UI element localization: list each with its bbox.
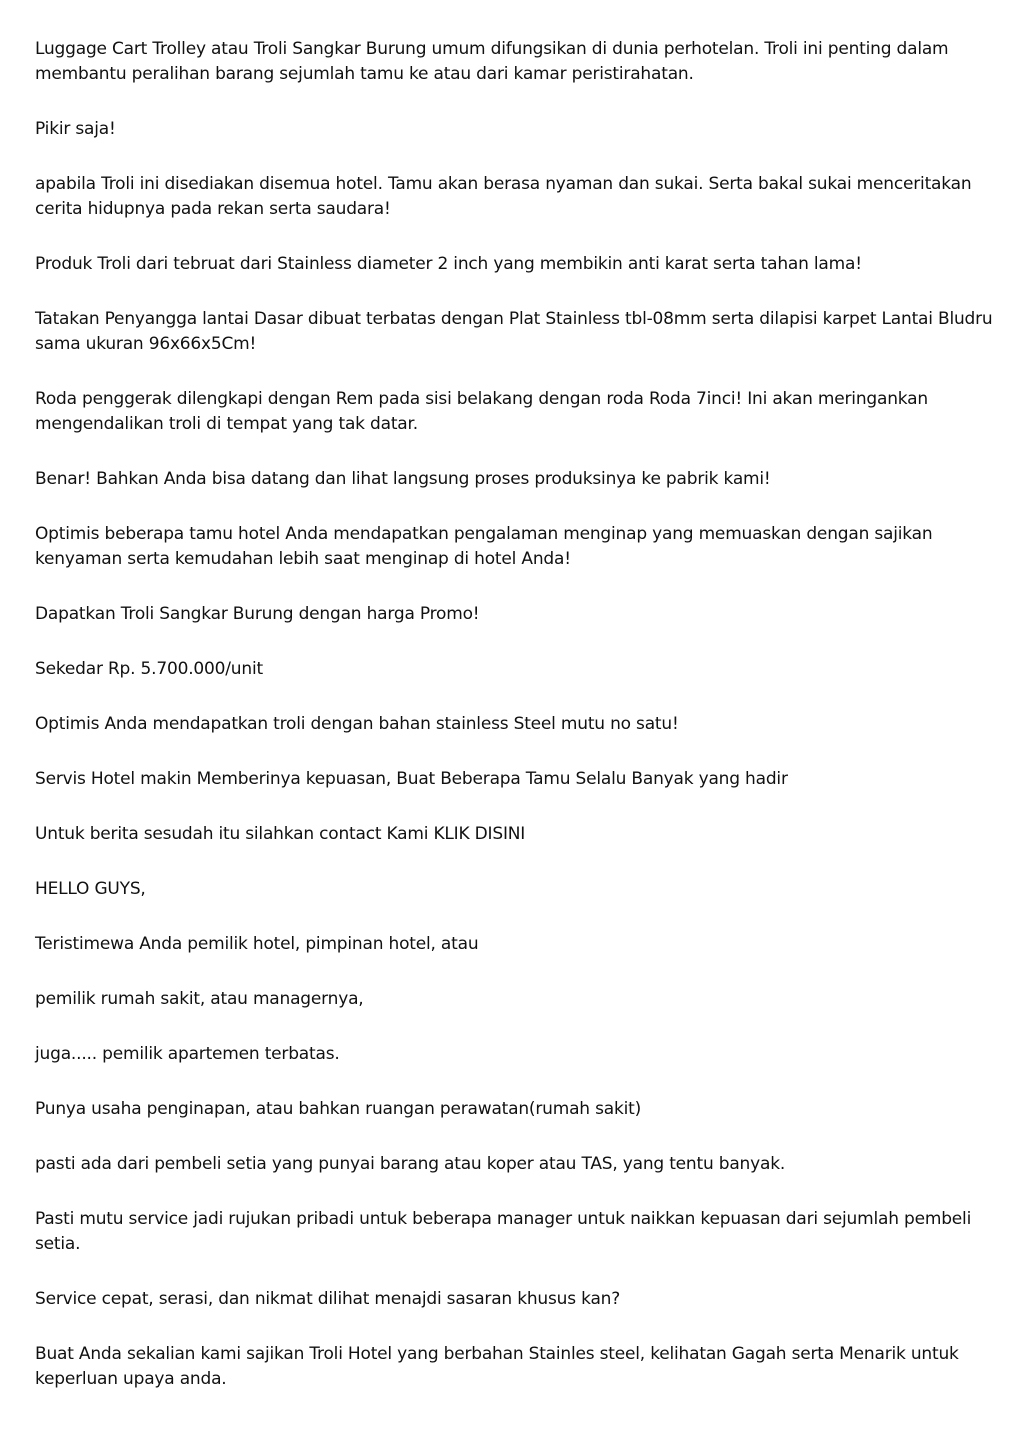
paragraph-service-quality: Pasti mutu service jadi rujukan pribadi untuk beberapa manager untuk naikkan kepuasan dari sejumlah pembeli setia. (35, 1209, 972, 1254)
paragraph-loyal-buyers: pasti ada dari pembeli setia yang punyai barang atau koper atau TAS, yang tentu banyak. (35, 1154, 786, 1174)
paragraph-guest-experience: Optimis beberapa tamu hotel Anda mendapatkan pengalaman menginap yang memuaskan dengan sajikan kenyaman serta kemudahan lebih saat menginap di hotel Anda! (35, 524, 933, 569)
document-body (35, 37, 995, 1422)
paragraph-pikir-saja: Pikir saja! (35, 119, 116, 139)
paragraph-hospital-owners: pemilik rumah sakit, atau managernya, (35, 989, 364, 1009)
paragraph-hotel-comfort: apabila Troli ini disediakan disemua hotel. Tamu akan berasa nyaman dan sukai. Serta bakal sukai menceritakan cerita hidupnya pada rekan serta saudara! (35, 174, 972, 219)
paragraph-service: Servis Hotel makin Memberinya kepuasan, Buat Beberapa Tamu Selalu Banyak yang hadir (35, 769, 788, 789)
paragraph-service-target: Service cepat, serasi, dan nikmat dilihat menajdi sasaran khusus kan? (35, 1289, 621, 1309)
paragraph-contact: Untuk berita sesudah itu silahkan contact Kami KLIK DISINI (35, 824, 526, 844)
paragraph-intro: Luggage Cart Trolley atau Troli Sangkar Burung umum difungsikan di dunia perhotelan. Troli ini penting dalam membantu peralihan barang sejumlah tamu ke atau dari kamar peristirahatan. (35, 39, 949, 84)
paragraph-greeting: HELLO GUYS, (35, 879, 146, 899)
paragraph-business: Punya usaha penginapan, atau bahkan ruangan perawatan(rumah sakit) (35, 1099, 642, 1119)
paragraph-apartment-owners: juga..... pemilik apartemen terbatas. (35, 1044, 340, 1064)
paragraph-factory-visit: Benar! Bahkan Anda bisa datang dan lihat langsung proses produksinya ke pabrik kami! (35, 469, 771, 489)
paragraph-price: Sekedar Rp. 5.700.000/unit (35, 659, 263, 679)
paragraph-wheels: Roda penggerak dilengkapi dengan Rem pada sisi belakang dengan roda Roda 7inci! Ini akan meringankan mengendalikan troli di tempat yang tak datar. (35, 389, 928, 434)
paragraph-hotel-owners: Teristimewa Anda pemilik hotel, pimpinan hotel, atau (35, 934, 479, 954)
paragraph-stainless-material: Produk Troli dari tebruat dari Stainless diameter 2 inch yang membikin anti karat serta tahan lama! (35, 254, 862, 274)
paragraph-base-plate: Tatakan Penyangga lantai Dasar dibuat terbatas dengan Plat Stainless tbl-08mm serta dilapisi karpet Lantai Bludru sama ukuran 96x66x5Cm! (35, 309, 993, 354)
paragraph-quality: Optimis Anda mendapatkan troli dengan bahan stainless Steel mutu no satu! (35, 714, 679, 734)
paragraph-closing: Buat Anda sekalian kami sajikan Troli Hotel yang berbahan Stainles steel, kelihatan Gagah serta Menarik untuk keperluan upaya anda. (35, 1344, 959, 1389)
paragraph-promo: Dapatkan Troli Sangkar Burung dengan harga Promo! (35, 604, 480, 624)
